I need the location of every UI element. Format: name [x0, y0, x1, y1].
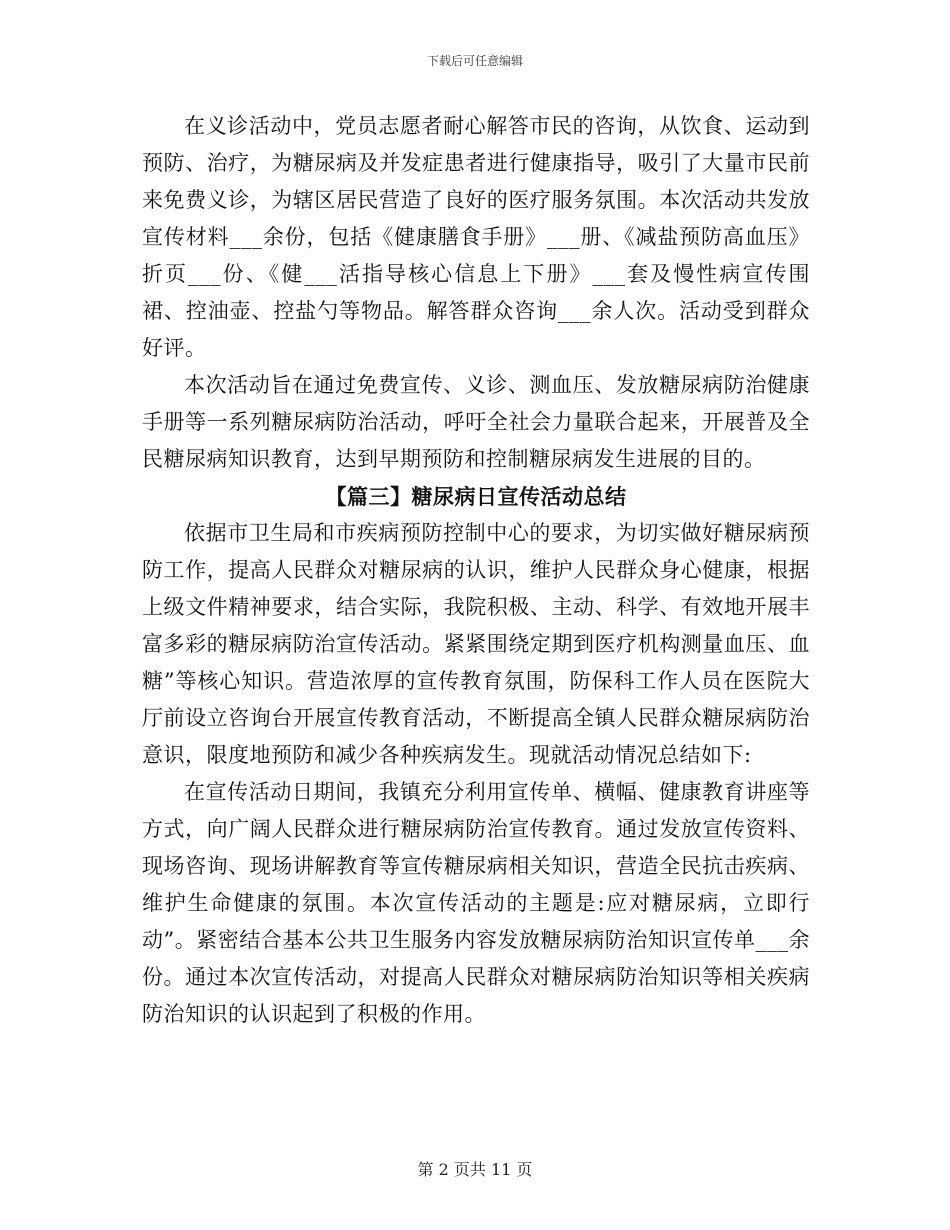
page-footer: 第 2 页共 11 页 [417, 1160, 533, 1179]
paragraph-promotion-day: 在宣传活动日期间，我镇充分利用宣传单、横幅、健康教育讲座等方式，向广阔人民群众进行糖尿病防治宣传教育。通过发放宣传资料、现场咨询、现场讲解教育等宣传糖尿病相关知识，营造全民抗击疾病、维护生命健康的氛围。本次宣传活动的主题是:应对糖尿病，立即行动”。紧密结合基本公共卫生服务内容发放糖尿病防治知识宣传单___余份。通过本次宣传活动，对提高人民群众对糖尿病防治知识等相关疾病防治知识的认识起到了积极的作用。 [142, 780, 810, 1026]
document-body [142, 108, 810, 1033]
paragraph-requirements: 依据市卫生局和市疾病预防控制中心的要求，为切实做好糖尿病预防工作，提高人民群众对糖尿病的认识，维护人民群众身心健康，根据上级文件精神要求，结合实际，我院积极、主动、科学、有效地开展丰富多彩的糖尿病防治宣传活动。紧紧围绕定期到医疗机构测量血压、血糖”等核心知识。营造浓厚的宣传教育氛围，防保科工作人员在医院大厅前设立咨询台开展宣传教育活动，不断提高全镇人民群众糖尿病防治意识，限度地预防和减少各种疾病发生。现就活动情况总结如下: [142, 521, 810, 767]
section-heading: 【篇三】糖尿病日宣传活动总结 [325, 484, 627, 509]
page-header: 下载后可任意编辑 [426, 54, 523, 68]
paragraph-activity-purpose: 本次活动旨在通过免费宣传、义诊、测血压、发放糖尿病防治健康手册等一系列糖尿病防治活动，呼吁全社会力量联合起来，开展普及全民糖尿病知识教育，达到早期预防和控制糖尿病发生进展的目的。 [142, 373, 810, 471]
paragraph-free-clinic: 在义诊活动中，党员志愿者耐心解答市民的咨询，从饮食、运动到预防、治疗，为糖尿病及并发症患者进行健康指导，吸引了大量市民前来免费义诊，为辖区居民营造了良好的医疗服务氛围。本次活动共发放宣传材料___余份，包括《健康膳食手册》___册、《减盐预防高血压》折页___份、《健___活指导核心信息上下册》___套及慢性病宣传围裙、控油壶、控盐勺等物品。解答群众咨询___余人次。活动受到群众好评。 [142, 114, 810, 360]
